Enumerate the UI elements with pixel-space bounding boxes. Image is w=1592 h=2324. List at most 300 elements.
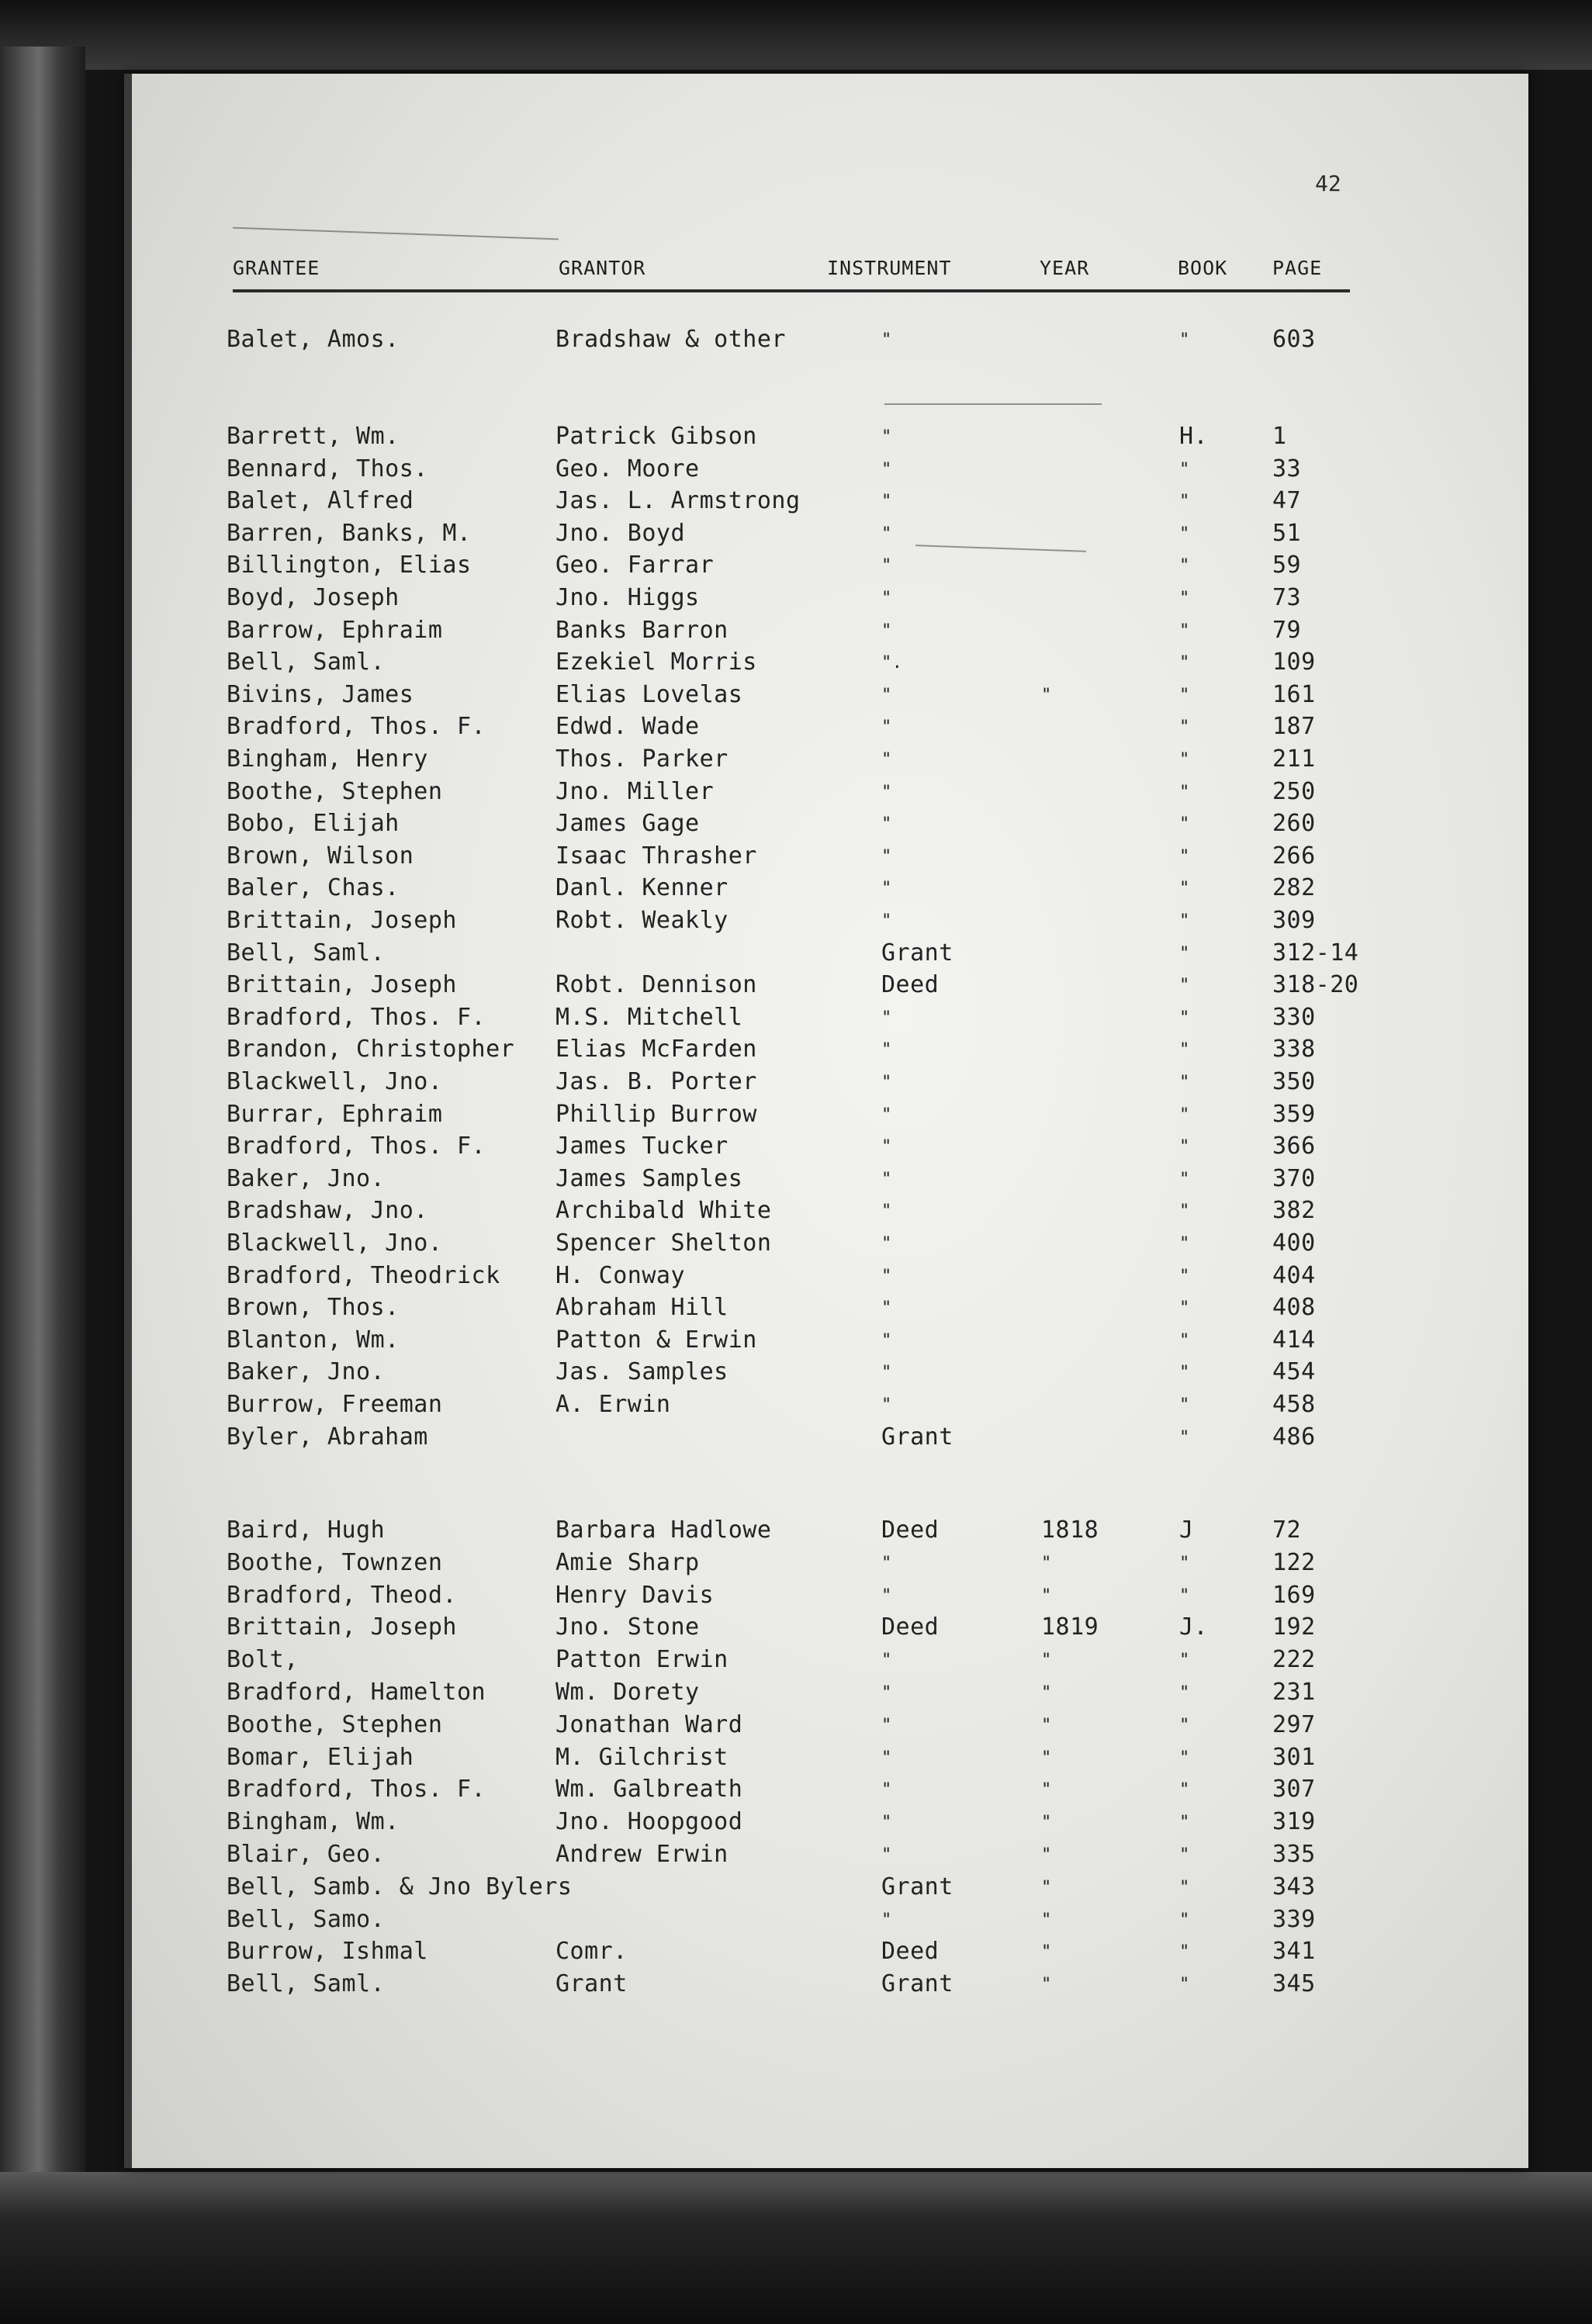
cell-page: 301 [1272, 1744, 1316, 1771]
cell-book: " [1179, 1170, 1190, 1189]
cell-instrument: " [881, 1395, 892, 1415]
cell-grantor: James Samples [555, 1165, 743, 1192]
cell-book: " [1179, 1299, 1190, 1318]
cell-instrument: " [881, 847, 892, 866]
cell-grantee: Billington, Elias [227, 552, 472, 579]
header-year: YEAR [1040, 257, 1090, 279]
cell-year: " [1041, 1942, 1052, 1962]
cell-grantee: Bradshaw, Jno. [227, 1197, 428, 1224]
cell-grantor: Ezekiel Morris [555, 648, 757, 676]
cell-instrument: " [881, 1040, 892, 1060]
table-row [0, 1938, 1592, 1969]
cell-grantor: Jas. B. Porter [555, 1068, 757, 1095]
cell-book: " [1179, 1845, 1190, 1865]
cell-grantor: Abraham Hill [555, 1294, 729, 1321]
cell-instrument: " [881, 1683, 892, 1703]
cell-book: J. [1179, 1613, 1209, 1641]
cell-book: H. [1179, 423, 1209, 450]
cell-book: " [1179, 944, 1190, 963]
cell-grantor: Isaac Thrasher [555, 842, 757, 870]
cell-book: " [1179, 1008, 1190, 1028]
cell-page: 260 [1272, 810, 1316, 837]
cell-grantor: Thos. Parker [555, 745, 729, 773]
table-row [0, 1262, 1592, 1293]
cell-book: " [1179, 1716, 1190, 1735]
cell-instrument: " [881, 1234, 892, 1254]
cell-page: 359 [1272, 1101, 1316, 1128]
cell-grantee: Bennard, Thos. [227, 455, 428, 482]
cell-grantee: Bivins, James [227, 681, 414, 708]
cell-page: 486 [1272, 1423, 1316, 1451]
cell-book: " [1179, 1878, 1190, 1897]
cell-grantor: Robt. Weakly [555, 907, 729, 934]
cell-page: 266 [1272, 842, 1316, 870]
cell-grantor: Patton & Erwin [555, 1326, 757, 1354]
cell-page: 312-14 [1272, 939, 1359, 967]
cell-grantee: Bradford, Theodrick [227, 1262, 500, 1289]
cell-grantor: James Gage [555, 810, 700, 837]
cell-instrument: Deed [881, 1938, 940, 1965]
cell-instrument: " [881, 1554, 892, 1573]
cell-grantee: Boothe, Stephen [227, 778, 443, 805]
cell-year: " [1041, 1975, 1052, 1994]
cell-instrument: " [881, 556, 892, 576]
table-row [0, 1776, 1592, 1807]
table-row [0, 1068, 1592, 1099]
cell-page: 366 [1272, 1133, 1316, 1160]
cell-book: " [1179, 621, 1190, 641]
cell-grantee: Barren, Banks, M. [227, 520, 472, 547]
table-row [0, 1358, 1592, 1389]
pencil-mark [884, 403, 1102, 405]
cell-page: 414 [1272, 1326, 1316, 1354]
header-grantor: GRANTOR [559, 257, 646, 279]
cell-instrument: " [881, 1845, 892, 1865]
cell-book: " [1179, 1331, 1190, 1350]
cell-book: " [1179, 1137, 1190, 1157]
table-row [0, 745, 1592, 776]
cell-page: 404 [1272, 1262, 1316, 1289]
cell-grantee: Bell, Samo. [227, 1906, 386, 1933]
cell-grantee: Blackwell, Jno. [227, 1068, 443, 1095]
cell-instrument: Deed [881, 971, 940, 998]
cell-book: J [1179, 1516, 1194, 1544]
cell-instrument: " [881, 1780, 892, 1800]
cell-instrument: " [881, 1813, 892, 1832]
cell-instrument: " [881, 1008, 892, 1028]
cell-page: 33 [1272, 455, 1302, 482]
cell-book: " [1179, 814, 1190, 834]
cell-book: " [1179, 718, 1190, 737]
table-row [0, 648, 1592, 680]
cell-instrument: " [881, 1748, 892, 1768]
cell-book: " [1179, 1073, 1190, 1092]
table-row [0, 681, 1592, 712]
cell-grantor: Jno. Stone [555, 1613, 700, 1641]
cell-grantee: Bolt, [227, 1646, 299, 1673]
cell-page: 187 [1272, 713, 1316, 740]
table-row [0, 423, 1592, 454]
cell-instrument: " [881, 686, 892, 705]
cell-grantor: Jno. Boyd [555, 520, 686, 547]
cell-grantee: Brittain, Joseph [227, 971, 457, 998]
table-row [0, 1873, 1592, 1904]
cell-grantee: Bradford, Thos. F. [227, 713, 486, 740]
cell-page: 73 [1272, 584, 1302, 611]
cell-page: 603 [1272, 326, 1316, 353]
table-row [0, 617, 1592, 648]
header-page: PAGE [1272, 257, 1323, 279]
cell-grantor: Patton Erwin [555, 1646, 729, 1673]
cell-page: 161 [1272, 681, 1316, 708]
cell-grantor: Edwd. Wade [555, 713, 700, 740]
cell-grantee: Boothe, Stephen [227, 1711, 443, 1738]
cell-page: 382 [1272, 1197, 1316, 1224]
cell-year: " [1041, 1845, 1052, 1865]
cell-grantee: Bobo, Elijah [227, 810, 400, 837]
table-row [0, 1294, 1592, 1325]
cell-book: " [1179, 1202, 1190, 1221]
cell-page: 51 [1272, 520, 1302, 547]
cell-page: 109 [1272, 648, 1316, 676]
cell-page: 222 [1272, 1646, 1316, 1673]
cell-grantor: Amie Sharp [555, 1549, 700, 1576]
cell-grantor: Jonathan Ward [555, 1711, 743, 1738]
cell-page: 122 [1272, 1549, 1316, 1576]
cell-grantee: Burrow, Freeman [227, 1391, 443, 1418]
cell-book: " [1179, 492, 1190, 511]
cell-page: 339 [1272, 1906, 1316, 1933]
cell-instrument: " [881, 1911, 892, 1930]
cell-year: " [1041, 1780, 1052, 1800]
cell-book: " [1179, 1105, 1190, 1125]
cell-grantor: Andrew Erwin [555, 1841, 729, 1868]
cell-year: " [1041, 1813, 1052, 1832]
cell-instrument: " [881, 879, 892, 898]
cell-grantee: Bingham, Henry [227, 745, 428, 773]
table-row [0, 1744, 1592, 1775]
page-number: 42 [1315, 171, 1341, 196]
cell-instrument: " [881, 1137, 892, 1157]
cell-instrument: Grant [881, 1873, 953, 1900]
cell-instrument: " [881, 330, 892, 350]
cell-instrument: " [881, 589, 892, 608]
cell-grantee: Brown, Wilson [227, 842, 414, 870]
cell-instrument: " [881, 492, 892, 511]
cell-grantor: Barbara Hadlowe [555, 1516, 772, 1544]
cell-page: 59 [1272, 552, 1302, 579]
table-row [0, 1582, 1592, 1613]
cell-grantor: M. Gilchrist [555, 1744, 729, 1771]
table-row [0, 1133, 1592, 1164]
cell-grantor: Phillip Burrow [555, 1101, 757, 1128]
cell-page: 47 [1272, 487, 1302, 514]
cell-book: " [1179, 847, 1190, 866]
cell-page: 350 [1272, 1068, 1316, 1095]
cell-grantee: Blair, Geo. [227, 1841, 386, 1868]
table-row [0, 1197, 1592, 1228]
cell-instrument: " [881, 1331, 892, 1350]
cell-grantor: Grant [555, 1970, 628, 1997]
table-row [0, 1326, 1592, 1357]
cell-grantor: Danl. Kenner [555, 874, 729, 901]
cell-book: " [1179, 524, 1190, 544]
table-row [0, 1391, 1592, 1422]
table-row [0, 1004, 1592, 1035]
cell-grantor: Wm. Dorety [555, 1679, 700, 1706]
cell-grantor: Jas. L. Armstrong [555, 487, 801, 514]
cell-book: " [1179, 1911, 1190, 1930]
table-row [0, 1613, 1592, 1644]
cell-grantor: James Tucker [555, 1133, 729, 1160]
cell-instrument: " [881, 1716, 892, 1735]
cell-book: " [1179, 686, 1190, 705]
cell-book: " [1179, 976, 1190, 995]
cell-book: " [1179, 1683, 1190, 1703]
cell-book: " [1179, 783, 1190, 802]
cell-instrument: " [881, 718, 892, 737]
cell-page: 458 [1272, 1391, 1316, 1418]
cell-page: 408 [1272, 1294, 1316, 1321]
cell-grantee: Brittain, Joseph [227, 907, 457, 934]
table-row [0, 907, 1592, 938]
cell-book: " [1179, 653, 1190, 673]
cell-grantee: Balet, Amos. [227, 326, 400, 353]
cell-year: " [1041, 686, 1052, 705]
table-row [0, 1036, 1592, 1067]
cell-grantor: Jno. Miller [555, 778, 715, 805]
cell-instrument: " [881, 460, 892, 479]
cell-instrument: " [881, 783, 892, 802]
cell-grantor: Geo. Farrar [555, 552, 715, 579]
cell-grantee: Blanton, Wm. [227, 1326, 400, 1354]
cell-grantor: M.S. Mitchell [555, 1004, 743, 1031]
cell-page: 282 [1272, 874, 1316, 901]
cell-year: " [1041, 1683, 1052, 1703]
cell-grantee: Barrow, Ephraim [227, 617, 443, 644]
cell-page: 341 [1272, 1938, 1316, 1965]
film-border-top [0, 0, 1592, 70]
table-row [0, 326, 1592, 357]
table-row [0, 584, 1592, 615]
cell-page: 318-20 [1272, 971, 1359, 998]
cell-grantee: Bell, Saml. [227, 1970, 386, 1997]
cell-page: 338 [1272, 1036, 1316, 1063]
cell-grantee: Baker, Jno. [227, 1358, 386, 1385]
cell-instrument: " [881, 1202, 892, 1221]
cell-page: 1 [1272, 423, 1287, 450]
cell-page: 343 [1272, 1873, 1316, 1900]
cell-grantor: A. Erwin [555, 1391, 671, 1418]
cell-instrument: " [881, 814, 892, 834]
cell-page: 400 [1272, 1229, 1316, 1257]
cell-page: 192 [1272, 1613, 1316, 1641]
table-row [0, 1808, 1592, 1839]
cell-grantee: Bingham, Wm. [227, 1808, 400, 1835]
cell-instrument: " [881, 1586, 892, 1606]
table-row [0, 810, 1592, 841]
table-header [233, 252, 1350, 292]
cell-year: " [1041, 1911, 1052, 1930]
cell-grantor: Comr. [555, 1938, 628, 1965]
table-row [0, 971, 1592, 1002]
header-book: BOOK [1178, 257, 1228, 279]
cell-grantor: Jno. Hoopgood [555, 1808, 743, 1835]
cell-instrument: Grant [881, 1970, 953, 1997]
cell-grantee: Bell, Samb. & Jno Bylers [227, 1873, 573, 1900]
table-row [0, 713, 1592, 744]
cell-grantor: Jas. Samples [555, 1358, 729, 1385]
cell-page: 454 [1272, 1358, 1316, 1385]
cell-grantee: Boyd, Joseph [227, 584, 400, 611]
cell-book: " [1179, 460, 1190, 479]
cell-page: 309 [1272, 907, 1316, 934]
cell-grantor: Henry Davis [555, 1582, 715, 1609]
cell-book: " [1179, 1554, 1190, 1573]
table-row [0, 552, 1592, 583]
cell-instrument: " [881, 621, 892, 641]
cell-grantor: Elias Lovelas [555, 681, 743, 708]
cell-grantee: Barrett, Wm. [227, 423, 400, 450]
cell-grantor: Robt. Dennison [555, 971, 757, 998]
cell-instrument: Deed [881, 1516, 940, 1544]
cell-book: " [1179, 1651, 1190, 1670]
cell-page: 72 [1272, 1516, 1302, 1544]
table-row [0, 487, 1592, 518]
table-row [0, 1906, 1592, 1937]
cell-grantee: Baler, Chas. [227, 874, 400, 901]
table-row [0, 455, 1592, 486]
cell-page: 307 [1272, 1776, 1316, 1803]
cell-page: 211 [1272, 745, 1316, 773]
table-row [0, 1549, 1592, 1580]
cell-grantor: Geo. Moore [555, 455, 700, 482]
cell-page: 345 [1272, 1970, 1316, 1997]
table-row [0, 939, 1592, 970]
table-row [0, 778, 1592, 809]
table-row [0, 1165, 1592, 1196]
cell-year: " [1041, 1651, 1052, 1670]
cell-instrument: " [881, 524, 892, 544]
cell-book: " [1179, 589, 1190, 608]
cell-book: " [1179, 750, 1190, 769]
cell-year: " [1041, 1716, 1052, 1735]
header-instrument: INSTRUMENT [827, 257, 952, 279]
cell-grantee: Bradford, Thos. F. [227, 1004, 486, 1031]
cell-grantor: Jno. Higgs [555, 584, 700, 611]
cell-book: " [1179, 1586, 1190, 1606]
cell-grantee: Bradford, Thos. F. [227, 1776, 486, 1803]
cell-instrument: " [881, 1651, 892, 1670]
cell-grantor: Elias McFarden [555, 1036, 757, 1063]
cell-grantor: Archibald White [555, 1197, 772, 1224]
cell-grantee: Baird, Hugh [227, 1516, 386, 1544]
cell-instrument: Grant [881, 939, 953, 967]
cell-grantee: Bradford, Hamelton [227, 1679, 486, 1706]
table-row [0, 1516, 1592, 1548]
cell-page: 297 [1272, 1711, 1316, 1738]
cell-grantee: Bomar, Elijah [227, 1744, 414, 1771]
cell-grantee: Baker, Jno. [227, 1165, 386, 1192]
cell-book: " [1179, 1975, 1190, 1994]
cell-book: " [1179, 330, 1190, 350]
table-row [0, 842, 1592, 873]
table-row [0, 1646, 1592, 1677]
table-row [0, 874, 1592, 905]
cell-grantee: Byler, Abraham [227, 1423, 428, 1451]
cell-instrument: " [881, 1105, 892, 1125]
cell-book: " [1179, 1428, 1190, 1447]
cell-grantor: Bradshaw & other [555, 326, 786, 353]
cell-grantee: Burrar, Ephraim [227, 1101, 443, 1128]
cell-instrument: ". [881, 653, 903, 673]
cell-page: 79 [1272, 617, 1302, 644]
cell-grantee: Bradford, Theod. [227, 1582, 457, 1609]
cell-grantee: Blackwell, Jno. [227, 1229, 443, 1257]
cell-page: 169 [1272, 1582, 1316, 1609]
header-grantee: GRANTEE [233, 257, 320, 279]
cell-instrument: " [881, 911, 892, 931]
cell-grantee: Burrow, Ishmal [227, 1938, 428, 1965]
cell-book: " [1179, 879, 1190, 898]
cell-year: " [1041, 1554, 1052, 1573]
cell-instrument: " [881, 1073, 892, 1092]
cell-instrument: " [881, 750, 892, 769]
table-row [0, 520, 1592, 551]
cell-instrument: " [881, 427, 892, 447]
cell-grantee: Brandon, Christopher [227, 1036, 515, 1063]
cell-instrument: Deed [881, 1613, 940, 1641]
cell-book: " [1179, 1395, 1190, 1415]
cell-year: " [1041, 1586, 1052, 1606]
cell-instrument: " [881, 1170, 892, 1189]
table-row [0, 1229, 1592, 1261]
cell-page: 330 [1272, 1004, 1316, 1031]
table-row [0, 1101, 1592, 1132]
cell-grantor: Wm. Galbreath [555, 1776, 743, 1803]
cell-page: 231 [1272, 1679, 1316, 1706]
cell-instrument: " [881, 1267, 892, 1286]
cell-book: " [1179, 1234, 1190, 1254]
cell-grantor: Patrick Gibson [555, 423, 757, 450]
table-row [0, 1679, 1592, 1710]
cell-grantee: Bell, Saml. [227, 939, 386, 967]
table-row [0, 1970, 1592, 2001]
cell-page: 250 [1272, 778, 1316, 805]
film-border-bottom [0, 2172, 1592, 2324]
cell-year: " [1041, 1748, 1052, 1768]
table-row [0, 1423, 1592, 1454]
table-row [0, 1711, 1592, 1742]
cell-book: " [1179, 1813, 1190, 1832]
cell-year: " [1041, 1878, 1052, 1897]
cell-page: 370 [1272, 1165, 1316, 1192]
table-row [0, 1841, 1592, 1872]
cell-year: 1819 [1041, 1613, 1099, 1641]
cell-book: " [1179, 1040, 1190, 1060]
cell-grantee: Bradford, Thos. F. [227, 1133, 486, 1160]
cell-grantee: Brittain, Joseph [227, 1613, 457, 1641]
cell-instrument: " [881, 1363, 892, 1382]
cell-page: 319 [1272, 1808, 1316, 1835]
cell-grantor: H. Conway [555, 1262, 686, 1289]
cell-grantor: Spencer Shelton [555, 1229, 772, 1257]
cell-book: " [1179, 911, 1190, 931]
cell-grantor: Banks Barron [555, 617, 729, 644]
cell-instrument: Grant [881, 1423, 953, 1451]
cell-instrument: " [881, 1299, 892, 1318]
cell-page: 335 [1272, 1841, 1316, 1868]
